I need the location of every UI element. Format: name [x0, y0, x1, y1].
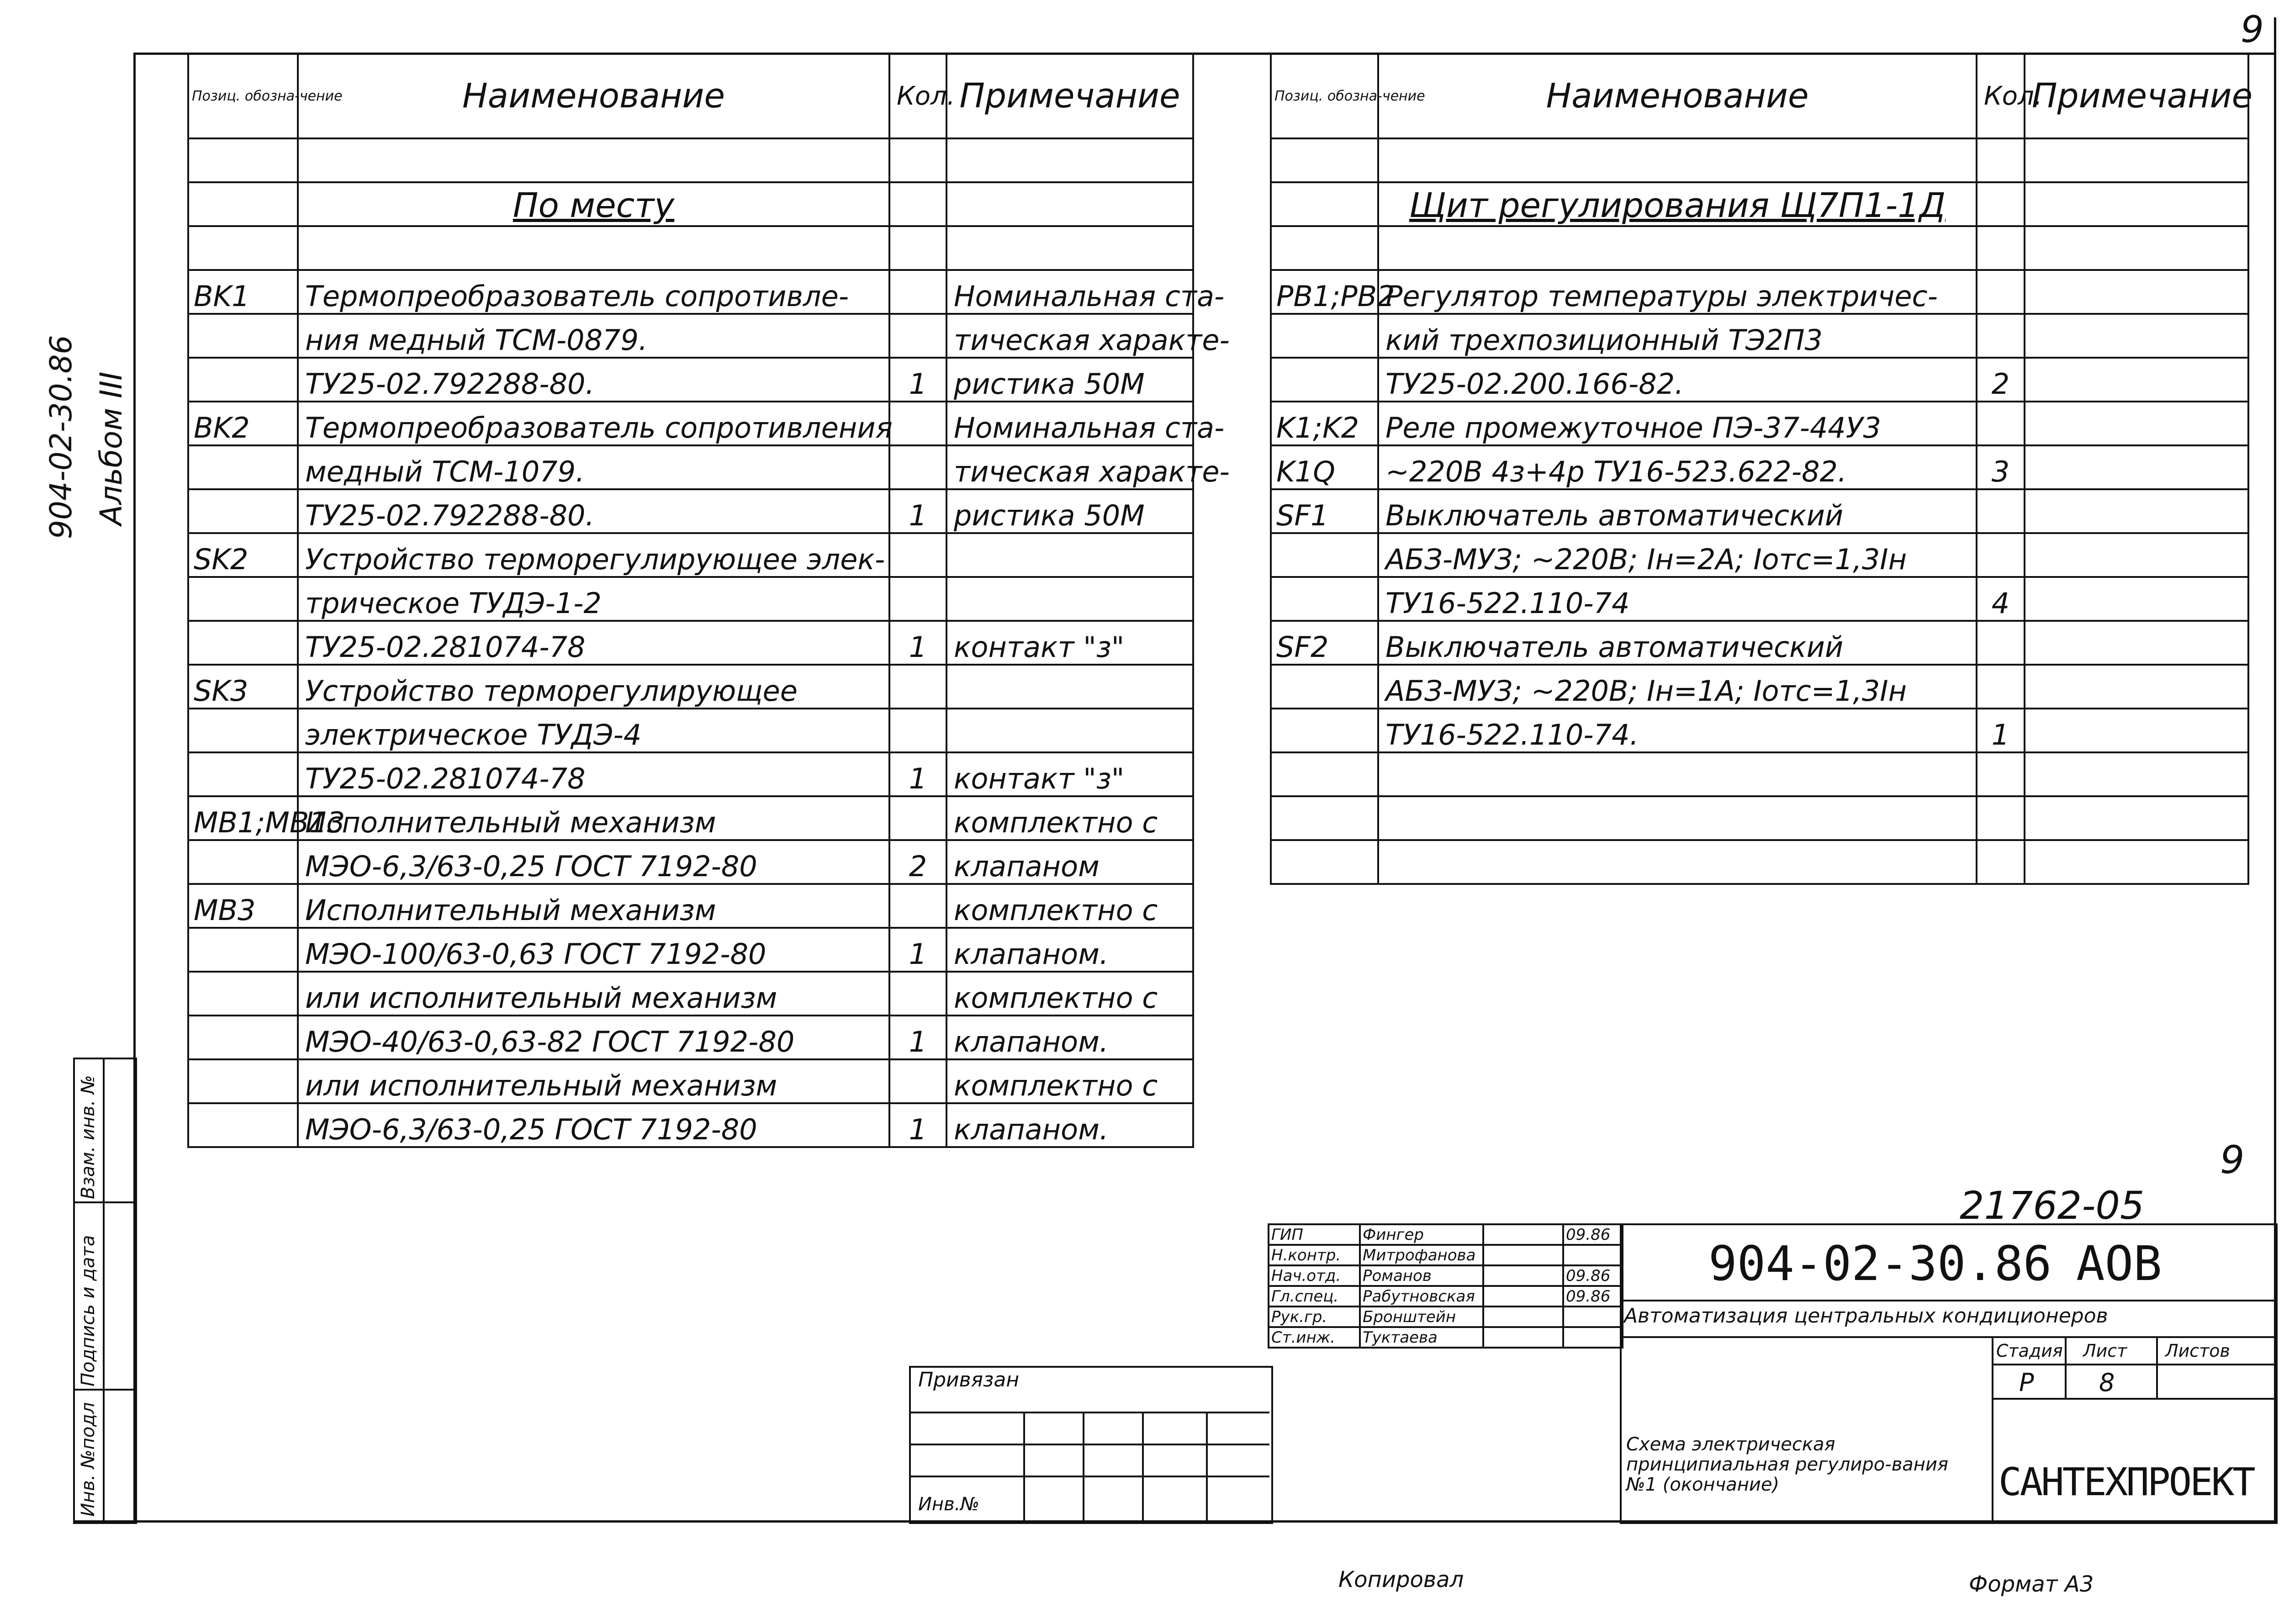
left-table-cell-pos: SK3	[188, 665, 298, 709]
right-header-qty: Кол.	[1977, 53, 2025, 138]
title-project-title: Автоматизация центральных кондиционеров	[1624, 1304, 2108, 1328]
left-table-cell-name: Исполнительный механизм	[298, 796, 889, 840]
right-table-cell-name: ТУ16-522.110-74	[1378, 577, 1977, 621]
signer-signature	[1483, 1245, 1563, 1265]
left-table-cell-name: ния медный ТСМ-0879.	[298, 314, 889, 358]
left-table-cell-qty: 1	[889, 752, 946, 796]
right-table-row	[1271, 402, 2248, 445]
left-table-cell-name: Устройство терморегулирующее	[298, 665, 889, 709]
left-table-cell-name: ТУ25-02.281074-78	[298, 752, 889, 796]
copied-label: Копировал	[1338, 1567, 1464, 1592]
left-table-cell-name: электрическое ТУДЭ-4	[298, 709, 889, 752]
left-table-cell-qty	[889, 270, 946, 314]
left-table-cell-pos	[188, 577, 298, 621]
left-table-cell-name: Термопреобразователь сопротивления	[298, 402, 889, 445]
signer-name: Романов	[1360, 1265, 1483, 1286]
left-table-cell-note: клапаном.	[946, 1016, 1193, 1059]
left-table-cell-qty	[889, 665, 946, 709]
left-table-cell-name: ТУ25-02.281074-78	[298, 621, 889, 665]
right-table-row	[1271, 665, 2248, 709]
left-table-cell-pos: MB3	[188, 884, 298, 928]
right-table-cell-name: ТУ16-522.110-74.	[1378, 709, 1977, 752]
left-header-qty: Кол.	[889, 53, 946, 138]
right-table-cell-pos: SF2	[1271, 621, 1378, 665]
left-table-row	[188, 358, 1193, 402]
signer-role: ГИП	[1269, 1224, 1360, 1245]
right-section-title: Щит регулирования Щ7П1-1Д	[1378, 182, 1977, 226]
left-strip-sign-label: Подпись и дата	[78, 1235, 99, 1386]
right-table-cell-qty	[1977, 270, 2025, 314]
left-table-cell-name: или исполнительный механизм	[298, 1059, 889, 1103]
privyazan-hline-3	[909, 1476, 1269, 1477]
right-table-row	[1271, 489, 2248, 533]
right-table-row	[1271, 796, 2248, 840]
left-table-row	[188, 445, 1193, 489]
left-table-cell-pos	[188, 752, 298, 796]
left-strip-replace-label: Взам. инв. №	[78, 1075, 99, 1199]
left-table-cell-note	[946, 577, 1193, 621]
title-doc-code: 904-02-30.86	[1708, 1236, 2052, 1291]
left-table-cell-note: ристика 50М	[946, 358, 1193, 402]
left-table-row	[188, 884, 1193, 928]
right-table-cell-name	[1378, 752, 1977, 796]
right-table-row	[1271, 314, 2248, 358]
left-table-cell-name: МЭО-40/63-0,63-82 ГОСТ 7192-80	[298, 1016, 889, 1059]
left-table-row	[188, 972, 1193, 1016]
signer-name: Фингер	[1360, 1224, 1483, 1245]
left-table-cell-note: клапаном	[946, 840, 1193, 884]
left-table-cell-note: тическая характе-	[946, 445, 1193, 489]
right-table-cell-qty	[1977, 314, 2025, 358]
right-header-note: Примечание	[2025, 53, 2248, 138]
left-table-cell-note: Номинальная ста-	[946, 270, 1193, 314]
right-table-cell-note	[2025, 402, 2248, 445]
title-stage-vline-3	[2156, 1336, 2158, 1398]
signer-role: Рук.гр.	[1269, 1307, 1360, 1327]
right-table-cell-pos	[1271, 533, 1378, 577]
signer-role: Гл.спец.	[1269, 1286, 1360, 1307]
right-table-cell-note	[2025, 709, 2248, 752]
left-table-cell-note	[946, 533, 1193, 577]
signer-row	[1269, 1327, 1623, 1348]
right-table-cell-name	[1378, 796, 1977, 840]
right-table-cell-name	[1378, 840, 1977, 884]
title-divider-1	[1620, 1300, 2274, 1301]
sheet-mark: 9	[2220, 1137, 2245, 1182]
order-number: 21762-05	[1960, 1183, 2145, 1228]
right-table-cell-name: АБЗ-МУЗ; ~220В; Iн=1А; Iотс=1,3Iн	[1378, 665, 1977, 709]
signer-date	[1563, 1307, 1623, 1327]
signer-role: Н.контр.	[1269, 1245, 1360, 1265]
right-table-row	[1271, 358, 2248, 402]
left-table-row	[188, 621, 1193, 665]
left-table-cell-name: МЭО-100/63-0,63 ГОСТ 7192-80	[298, 928, 889, 972]
title-divider-2	[1620, 1336, 2274, 1338]
right-table-cell-qty	[1977, 840, 2025, 884]
side-document-code: 904-02-30.86	[43, 335, 79, 539]
title-stage-value: Р	[2019, 1368, 2034, 1397]
left-table-row	[188, 1103, 1193, 1147]
privyazan-vline-1	[1023, 1412, 1025, 1520]
left-header-pos: Позиц. обозна-чение	[188, 53, 298, 138]
left-table-cell-name: Термопреобразователь сопротивле-	[298, 270, 889, 314]
right-table-cell-note	[2025, 577, 2248, 621]
right-table-cell-note	[2025, 533, 2248, 577]
left-table-cell-qty	[889, 796, 946, 840]
signer-row	[1269, 1245, 1623, 1265]
right-table-cell-note	[2025, 796, 2248, 840]
left-table-row	[188, 1059, 1193, 1103]
right-table-cell-qty: 1	[1977, 709, 2025, 752]
right-table-row	[1271, 533, 2248, 577]
left-table-cell-name: Исполнительный механизм	[298, 884, 889, 928]
left-table-cell-pos	[188, 445, 298, 489]
right-table-cell-pos	[1271, 314, 1378, 358]
left-table-cell-pos: BK1	[188, 270, 298, 314]
right-table-cell-qty	[1977, 796, 2025, 840]
left-table-cell-pos	[188, 621, 298, 665]
signer-name: Бронштейн	[1360, 1307, 1483, 1327]
title-stage-hline-1	[1992, 1364, 2274, 1365]
left-table-row	[188, 709, 1193, 752]
privyazan-vline-4	[1206, 1412, 1208, 1520]
left-table-cell-note	[946, 709, 1193, 752]
right-table-cell-pos: K1;K2	[1271, 402, 1378, 445]
left-table-cell-qty	[889, 972, 946, 1016]
left-strip-inv-label: Инв. №подл	[78, 1402, 99, 1517]
left-table-cell-note: клапаном.	[946, 1103, 1193, 1147]
right-table-cell-name: кий трехпозиционный ТЭ2П3	[1378, 314, 1977, 358]
right-table-cell-name: АБЗ-МУЗ; ~220В; Iн=2А; Iотс=1,3Iн	[1378, 533, 1977, 577]
left-table-cell-note: клапаном.	[946, 928, 1193, 972]
left-table-cell-note: комплектно с	[946, 972, 1193, 1016]
left-table-row	[188, 796, 1193, 840]
left-table-cell-note	[946, 665, 1193, 709]
title-sheet-title: Схема электрическая принципиальная регулиро-вания №1 (окончание)	[1626, 1434, 1948, 1495]
left-table-row	[188, 752, 1193, 796]
left-table-cell-pos	[188, 1103, 298, 1147]
left-table-cell-pos: SK2	[188, 533, 298, 577]
left-table-cell-pos	[188, 840, 298, 884]
left-table-cell-name: или исполнительный механизм	[298, 972, 889, 1016]
signer-name: Рабутновская	[1360, 1286, 1483, 1307]
right-table-cell-note	[2025, 358, 2248, 402]
left-table-cell-pos	[188, 489, 298, 533]
signer-role: Ст.инж.	[1269, 1327, 1360, 1348]
right-table-row	[1271, 621, 2248, 665]
left-strip-divider	[103, 1058, 105, 1520]
left-table-cell-pos	[188, 1059, 298, 1103]
left-table-row	[188, 928, 1193, 972]
left-table-cell-note: Номинальная ста-	[946, 402, 1193, 445]
right-table-cell-pos	[1271, 709, 1378, 752]
title-stage-label: Стадия	[1996, 1341, 2063, 1361]
signer-name: Митрофанова	[1360, 1245, 1483, 1265]
right-table-cell-pos	[1271, 665, 1378, 709]
signer-signature	[1483, 1327, 1563, 1348]
right-header-pos: Позиц. обозна-чение	[1271, 53, 1378, 138]
left-table-cell-qty	[889, 1059, 946, 1103]
signer-signature	[1483, 1286, 1563, 1307]
left-table-cell-qty: 1	[889, 928, 946, 972]
left-table-cell-name: трическое ТУДЭ-1-2	[298, 577, 889, 621]
right-table-row	[1271, 445, 2248, 489]
signers-table	[1268, 1223, 1623, 1349]
left-table-cell-qty	[889, 709, 946, 752]
left-table-cell-qty	[889, 884, 946, 928]
left-table-cell-name: ТУ25-02.792288-80.	[298, 358, 889, 402]
right-table-cell-qty	[1977, 533, 2025, 577]
right-table-row	[1271, 577, 2248, 621]
title-sheet-value: 8	[2099, 1368, 2115, 1397]
right-table-cell-note	[2025, 314, 2248, 358]
title-sheets-label: Листов	[2165, 1341, 2230, 1361]
title-mark: АОВ	[2076, 1236, 2162, 1291]
left-table-cell-qty	[889, 314, 946, 358]
left-table-cell-pos	[188, 314, 298, 358]
side-album-label: Альбом III	[94, 371, 129, 525]
signer-role: Нач.отд.	[1269, 1265, 1360, 1286]
right-table-row	[1271, 709, 2248, 752]
left-header-note: Примечание	[946, 53, 1193, 138]
right-table-cell-note	[2025, 665, 2248, 709]
right-table-cell-pos	[1271, 796, 1378, 840]
right-table-cell-note	[2025, 752, 2248, 796]
left-table-cell-note: ристика 50М	[946, 489, 1193, 533]
left-table-cell-pos	[188, 358, 298, 402]
right-table-cell-qty	[1977, 621, 2025, 665]
left-table-cell-qty: 1	[889, 621, 946, 665]
right-table-cell-pos	[1271, 358, 1378, 402]
privyazan-inv-label: Инв.№	[918, 1494, 979, 1515]
right-table-cell-qty	[1977, 665, 2025, 709]
signer-date: 09.86	[1563, 1265, 1623, 1286]
right-specification-table	[1270, 53, 2253, 885]
left-table-row	[188, 402, 1193, 445]
left-table-row	[188, 840, 1193, 884]
left-table-cell-name: МЭО-6,3/63-0,25 ГОСТ 7192-80	[298, 1103, 889, 1147]
right-table-cell-qty	[1977, 402, 2025, 445]
right-table-cell-name: ТУ25-02.200.166-82.	[1378, 358, 1977, 402]
right-header-name: Наименование	[1378, 53, 1977, 138]
left-table-cell-qty: 1	[889, 358, 946, 402]
title-stage-vline-2	[2065, 1336, 2067, 1398]
left-table-row	[188, 577, 1193, 621]
left-table-cell-note: комплектно с	[946, 796, 1193, 840]
right-table-cell-pos	[1271, 752, 1378, 796]
privyazan-hline-1	[909, 1412, 1269, 1413]
right-table-cell-name: Регулятор температуры электричес-	[1378, 270, 1977, 314]
right-table-cell-qty: 4	[1977, 577, 2025, 621]
signer-name: Туктаева	[1360, 1327, 1483, 1348]
signer-row	[1269, 1224, 1623, 1245]
signer-signature	[1483, 1224, 1563, 1245]
title-organization: САНТЕХПРОЕКТ	[1998, 1460, 2254, 1504]
right-table-cell-pos	[1271, 840, 1378, 884]
left-table-cell-note: тическая характе-	[946, 314, 1193, 358]
signer-date: 09.86	[1563, 1224, 1623, 1245]
privyazan-hline-2	[909, 1444, 1269, 1445]
left-table-cell-note: комплектно с	[946, 884, 1193, 928]
privyazan-vline-3	[1142, 1412, 1144, 1520]
right-table-cell-pos	[1271, 577, 1378, 621]
left-table-cell-qty	[889, 577, 946, 621]
left-table-row	[188, 314, 1193, 358]
left-table-cell-pos: MB1;MB13	[188, 796, 298, 840]
left-table-cell-pos: BK2	[188, 402, 298, 445]
signer-signature	[1483, 1265, 1563, 1286]
privyazan-vline-2	[1083, 1412, 1084, 1520]
right-table-cell-name: Выключатель автоматический	[1378, 621, 1977, 665]
left-table-cell-qty	[889, 533, 946, 577]
signer-date	[1563, 1245, 1623, 1265]
left-table-cell-pos	[188, 972, 298, 1016]
left-table-row	[188, 1016, 1193, 1059]
left-table-cell-name: Устройство терморегулирующее элек-	[298, 533, 889, 577]
left-table-cell-qty: 2	[889, 840, 946, 884]
left-table-cell-pos	[188, 928, 298, 972]
right-table-cell-name: Реле промежуточное ПЭ-37-44У3	[1378, 402, 1977, 445]
right-table-cell-pos: K1Q	[1271, 445, 1378, 489]
left-specification-table	[187, 53, 1230, 1148]
left-section-title: По месту	[298, 182, 889, 226]
left-table-row	[188, 489, 1193, 533]
title-sheet-label: Лист	[2083, 1341, 2127, 1361]
right-table-cell-note	[2025, 270, 2248, 314]
signer-signature	[1483, 1307, 1563, 1327]
corner-page-number: 9	[2241, 8, 2264, 51]
left-table-cell-pos	[188, 1016, 298, 1059]
right-table-cell-qty	[1977, 752, 2025, 796]
left-header-name: Наименование	[298, 53, 889, 138]
right-table-cell-name: ~220В 4з+4р ТУ16-523.622-82.	[1378, 445, 1977, 489]
left-table-cell-name: медный ТСМ-1079.	[298, 445, 889, 489]
format-label: Формат А3	[1969, 1571, 2094, 1597]
title-stage-hline-2	[1992, 1398, 2274, 1400]
privyazan-label: Привязан	[918, 1368, 1020, 1391]
left-table-row	[188, 270, 1193, 314]
signer-date: 09.86	[1563, 1286, 1623, 1307]
left-table-cell-qty: 1	[889, 1016, 946, 1059]
signer-row	[1269, 1265, 1623, 1286]
right-table-cell-note	[2025, 489, 2248, 533]
left-strip-row-divider-2	[73, 1389, 133, 1391]
right-table-cell-note	[2025, 840, 2248, 884]
left-table-row	[188, 665, 1193, 709]
right-table-row	[1271, 270, 2248, 314]
right-table-cell-note	[2025, 445, 2248, 489]
right-table-cell-qty: 2	[1977, 358, 2025, 402]
left-table-cell-qty: 1	[889, 1103, 946, 1147]
right-table-cell-name: Выключатель автоматический	[1378, 489, 1977, 533]
left-table-cell-qty	[889, 402, 946, 445]
signer-date	[1563, 1327, 1623, 1348]
left-table-cell-name: МЭО-6,3/63-0,25 ГОСТ 7192-80	[298, 840, 889, 884]
signer-row	[1269, 1286, 1623, 1307]
left-table-cell-name: ТУ25-02.792288-80.	[298, 489, 889, 533]
left-table-cell-pos	[188, 709, 298, 752]
left-table-cell-qty	[889, 445, 946, 489]
right-table-cell-qty: 3	[1977, 445, 2025, 489]
left-table-cell-note: контакт "з"	[946, 621, 1193, 665]
left-table-cell-note: комплектно с	[946, 1059, 1193, 1103]
right-table-row	[1271, 752, 2248, 796]
right-table-row	[1271, 840, 2248, 884]
right-table-cell-note	[2025, 621, 2248, 665]
left-table-cell-qty: 1	[889, 489, 946, 533]
left-strip-row-divider-1	[73, 1201, 133, 1203]
signer-row	[1269, 1307, 1623, 1327]
left-table-row	[188, 533, 1193, 577]
right-table-cell-qty	[1977, 489, 2025, 533]
right-table-cell-pos: SF1	[1271, 489, 1378, 533]
right-table-cell-pos: PB1;PB2	[1271, 270, 1378, 314]
left-table-cell-note: контакт "з"	[946, 752, 1193, 796]
